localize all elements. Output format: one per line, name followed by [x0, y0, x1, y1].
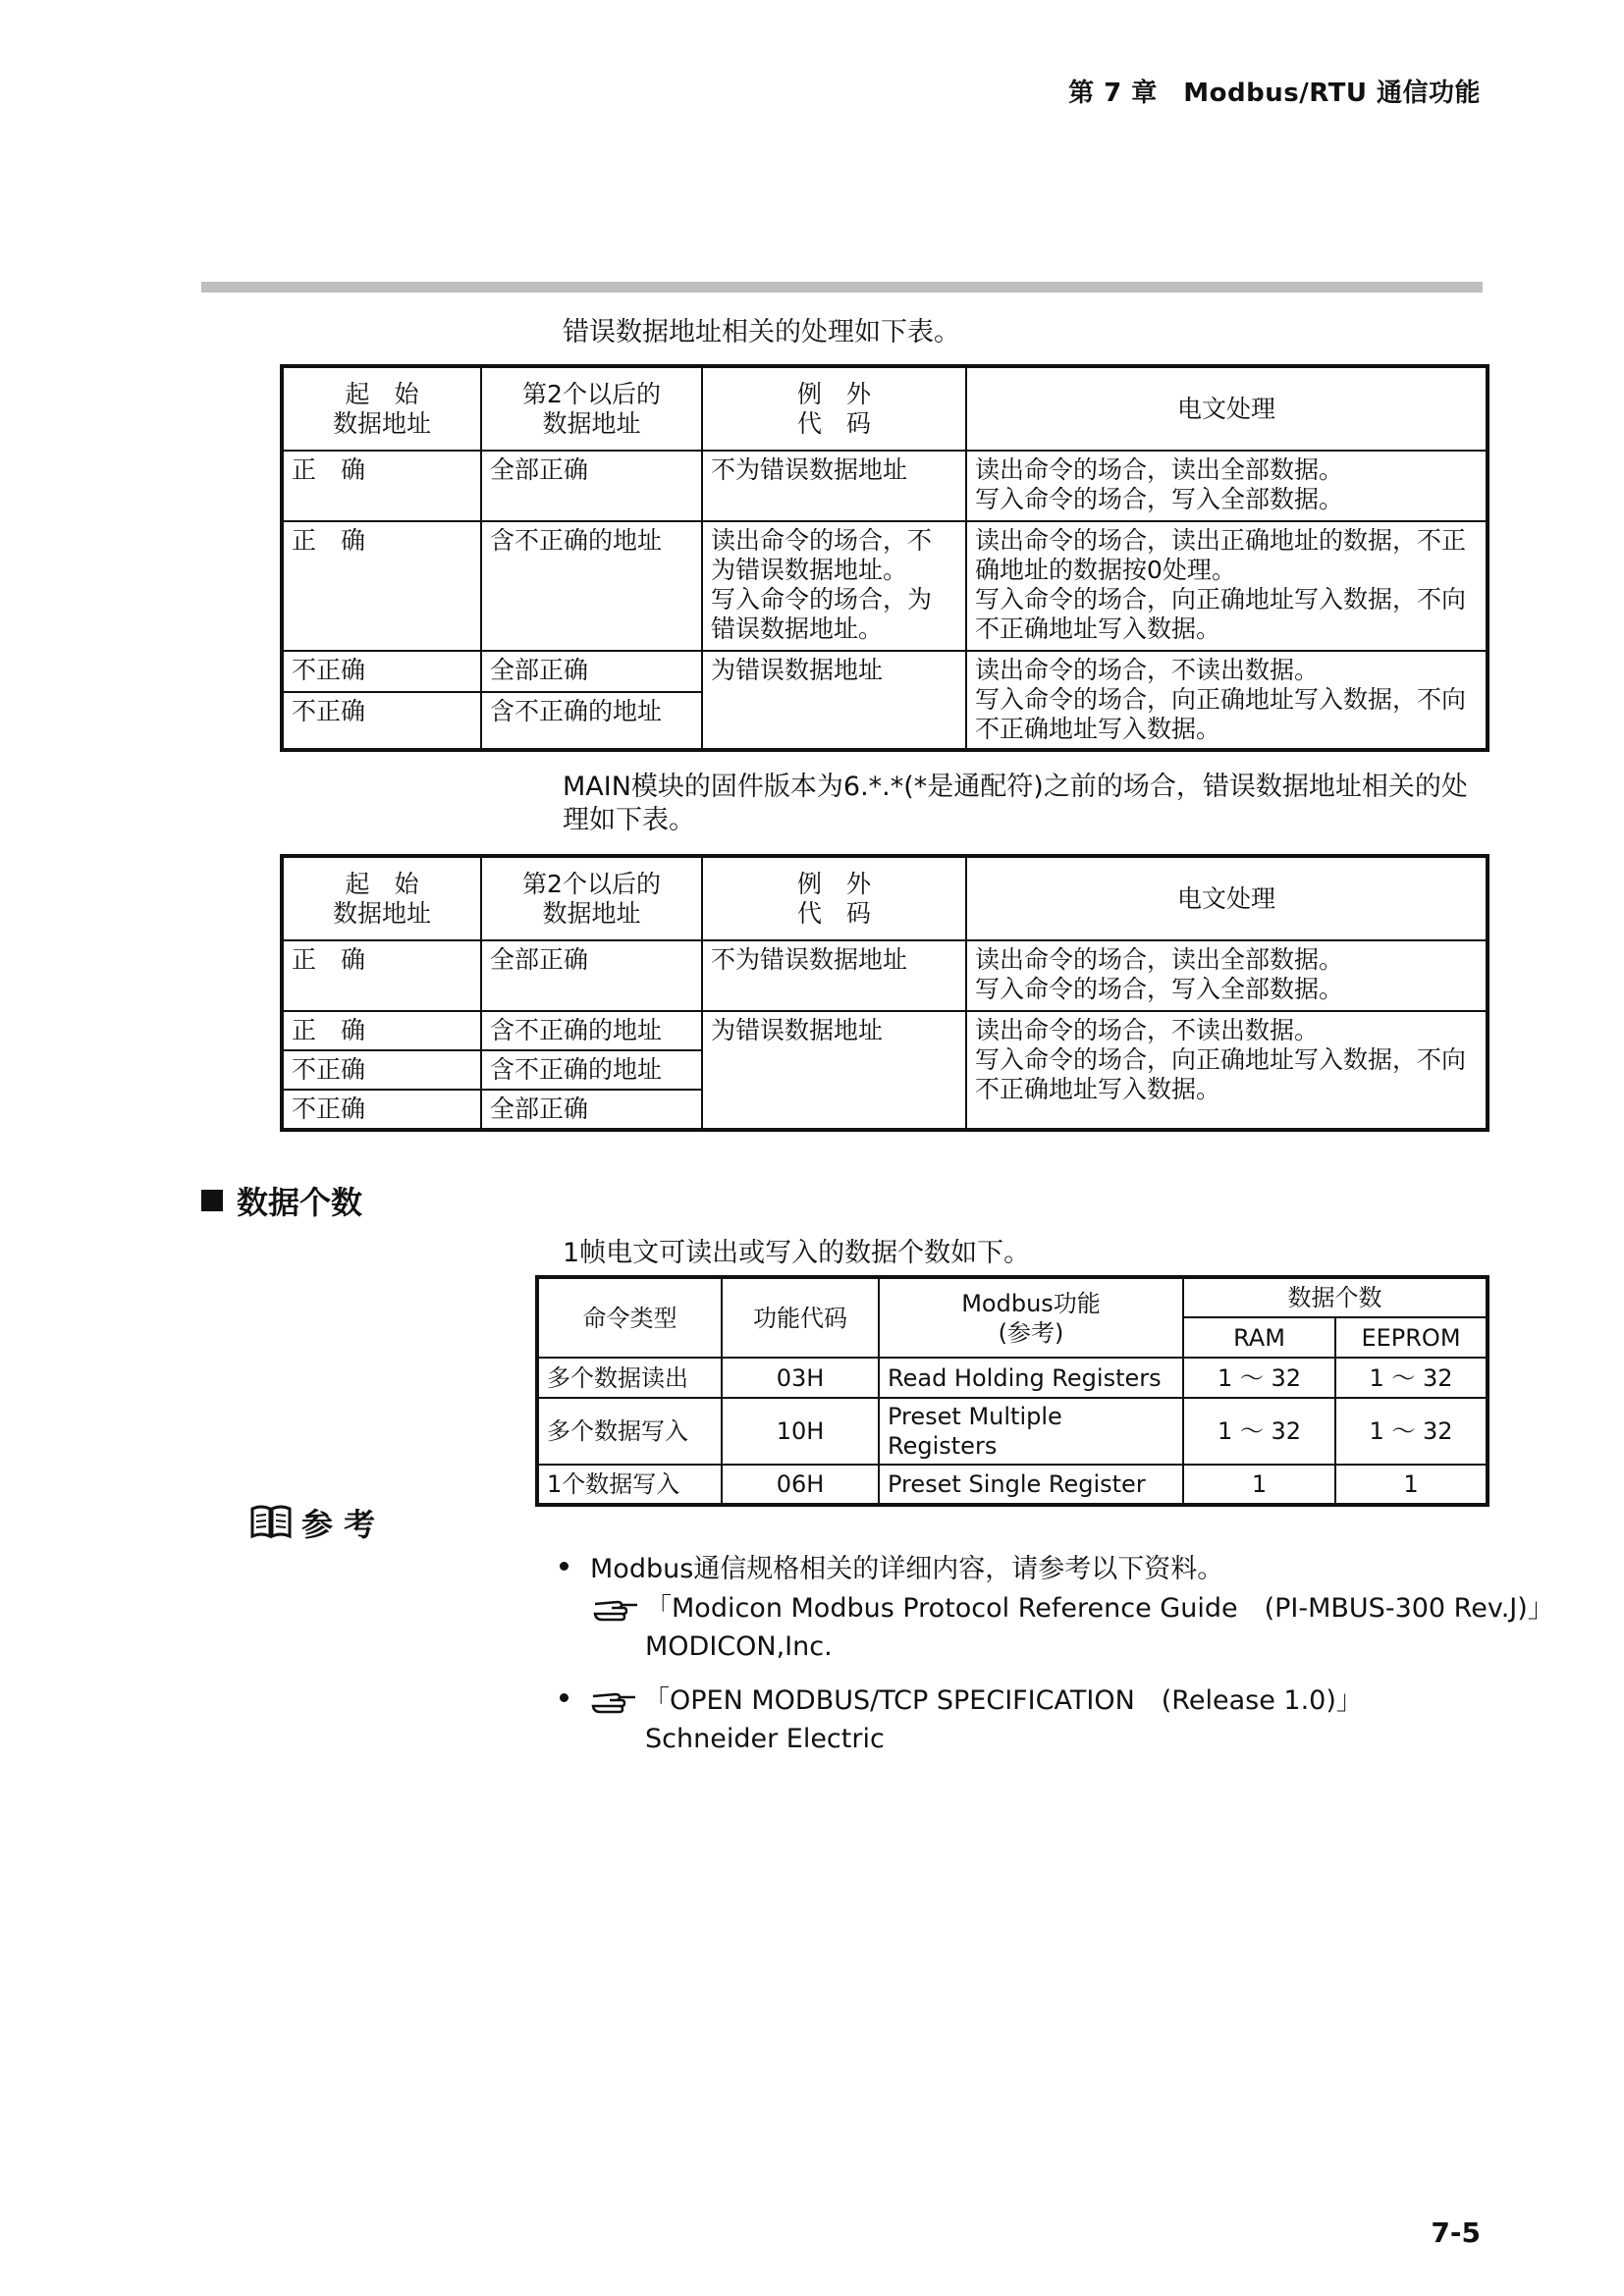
processing-cell: 读出命令的场合，不读出数据。 写入命令的场合，向正确地址写入数据，不向 不正确地址写入数据。: [966, 651, 1488, 750]
header-function-code: 功能代码: [722, 1277, 879, 1358]
exception-code-cell: 不为错误数据地址: [702, 940, 966, 1011]
header-ram: RAM: [1183, 1317, 1335, 1358]
ram-count-cell: 1: [1183, 1465, 1335, 1505]
function-code-cell: 10H: [722, 1398, 879, 1465]
start-address-cell: 不正确: [282, 1090, 481, 1130]
header-processing: 电文处理: [966, 856, 1488, 940]
header-start-address: 起 始 数据地址: [282, 856, 481, 940]
bullet-icon: [560, 1562, 568, 1571]
start-address-cell: 正 确: [282, 940, 481, 1011]
processing-cell: 读出命令的场合，读出全部数据。 写入命令的场合，写入全部数据。: [966, 940, 1488, 1011]
reference-publisher: MODICON,Inc.: [645, 1631, 833, 1662]
ram-count-cell: 1 ～ 32: [1183, 1398, 1335, 1465]
start-address-cell: 不正确: [282, 1050, 481, 1090]
header-modbus-function: Modbus功能 (参考): [879, 1277, 1183, 1358]
reference-item: Modbus通信规格相关的详细内容，请参考以下资料。: [560, 1551, 1223, 1588]
subsequent-address-cell: 含不正确的地址: [481, 1050, 702, 1090]
header-command-type: 命令类型: [537, 1277, 722, 1358]
subsequent-address-cell: 含不正确的地址: [481, 692, 702, 750]
header-start-address: 起 始 数据地址: [282, 366, 481, 451]
exception-code-cell: 为错误数据地址: [702, 1011, 966, 1130]
pointing-hand-icon: [590, 1684, 639, 1714]
modbus-function-cell: Preset Single Register: [879, 1465, 1183, 1505]
eeprom-count-cell: 1 ～ 32: [1335, 1398, 1488, 1465]
header-data-count: 数据个数: [1183, 1277, 1488, 1317]
page-number: 7-5: [1431, 2216, 1481, 2249]
start-address-cell: 正 确: [282, 521, 481, 651]
subsequent-address-cell: 含不正确的地址: [481, 1011, 702, 1050]
command-type-cell: 多个数据读出: [537, 1358, 722, 1398]
table-header-row: [282, 366, 1488, 451]
header-subsequent-address: 第2个以后的 数据地址: [481, 366, 702, 451]
subsequent-address-cell: 全部正确: [481, 451, 702, 521]
subsequent-address-cell: 全部正确: [481, 940, 702, 1011]
square-bullet-icon: [201, 1190, 223, 1211]
header-processing: 电文处理: [966, 366, 1488, 451]
eeprom-count-cell: 1: [1335, 1465, 1488, 1505]
exception-code-cell: 为错误数据地址: [702, 651, 966, 750]
processing-cell: 读出命令的场合，读出正确地址的数据，不正 确地址的数据按0处理。 写入命令的场合，向正确地址写入数据，不向 不正确地址写入数据。: [966, 521, 1488, 651]
pointing-hand-icon: [592, 1592, 641, 1622]
processing-cell: 读出命令的场合，不读出数据。 写入命令的场合，向正确地址写入数据，不向 不正确地址写入数据。: [966, 1011, 1488, 1130]
command-type-cell: 多个数据写入: [537, 1398, 722, 1465]
modbus-function-cell: Preset Multiple Registers: [879, 1398, 1183, 1465]
header-exception-code: 例 外 代 码: [702, 856, 966, 940]
modbus-function-cell: Read Holding Registers: [879, 1358, 1183, 1398]
subsequent-address-cell: 含不正确的地址: [481, 521, 702, 651]
function-code-cell: 03H: [722, 1358, 879, 1398]
processing-cell: 读出命令的场合，读出全部数据。 写入命令的场合，写入全部数据。: [966, 451, 1488, 521]
header-rule: [201, 282, 1483, 293]
table2-intro: MAIN模块的固件版本为6.*.*(*是通配符)之前的场合，错误数据地址相关的处 理如下表。: [563, 772, 1468, 835]
start-address-cell: 正 确: [282, 1011, 481, 1050]
ram-count-cell: 1 ～ 32: [1183, 1358, 1335, 1398]
table-row: [282, 940, 1488, 1011]
legacy-error-address-table: [280, 854, 1489, 1132]
subsequent-address-cell: 全部正确: [481, 651, 702, 692]
header-subsequent-address: 第2个以后的 数据地址: [481, 856, 702, 940]
bullet-icon: [560, 1693, 568, 1702]
subsequent-address-cell: 全部正确: [481, 1090, 702, 1130]
error-address-table: [280, 364, 1489, 752]
table-row: [282, 451, 1488, 521]
exception-code-cell: 读出命令的场合，不 为错误数据地址。 写入命令的场合，为 错误数据地址。: [702, 521, 966, 651]
reference-item: 「OPEN MODBUS/TCP SPECIFICATION (Release 1.0)」: [560, 1682, 1363, 1720]
data-count-table: [535, 1275, 1489, 1507]
start-address-cell: 不正确: [282, 651, 481, 692]
table-row: [282, 521, 1488, 651]
section-heading: 数据个数: [201, 1178, 362, 1223]
header-eeprom: EEPROM: [1335, 1317, 1488, 1358]
table-row: [282, 1011, 1488, 1050]
function-code-cell: 06H: [722, 1465, 879, 1505]
book-icon: [250, 1505, 292, 1540]
start-address-cell: 正 确: [282, 451, 481, 521]
table-row: [537, 1465, 1488, 1505]
table-header-row: [537, 1277, 1488, 1317]
table-row: [282, 651, 1488, 692]
table1-intro: 错误数据地址相关的处理如下表。: [563, 317, 960, 347]
command-type-cell: 1个数据写入: [537, 1465, 722, 1505]
eeprom-count-cell: 1 ～ 32: [1335, 1358, 1488, 1398]
reference-heading: 参 考: [250, 1500, 375, 1545]
reference-document: 「Modicon Modbus Protocol Reference Guide (PI-MBUS-300 Rev.J)」: [592, 1590, 1554, 1628]
header-exception-code: 例 外 代 码: [702, 366, 966, 451]
table-header-row: [282, 856, 1488, 940]
table-row: [537, 1398, 1488, 1465]
exception-code-cell: 不为错误数据地址: [702, 451, 966, 521]
chapter-header: 第 7 章 Modbus/RTU 通信功能: [1068, 79, 1481, 108]
section-intro: 1帧电文可读出或写入的数据个数如下。: [563, 1238, 1031, 1268]
reference-publisher: Schneider Electric: [645, 1724, 885, 1754]
table-row: [537, 1358, 1488, 1398]
start-address-cell: 不正确: [282, 692, 481, 750]
